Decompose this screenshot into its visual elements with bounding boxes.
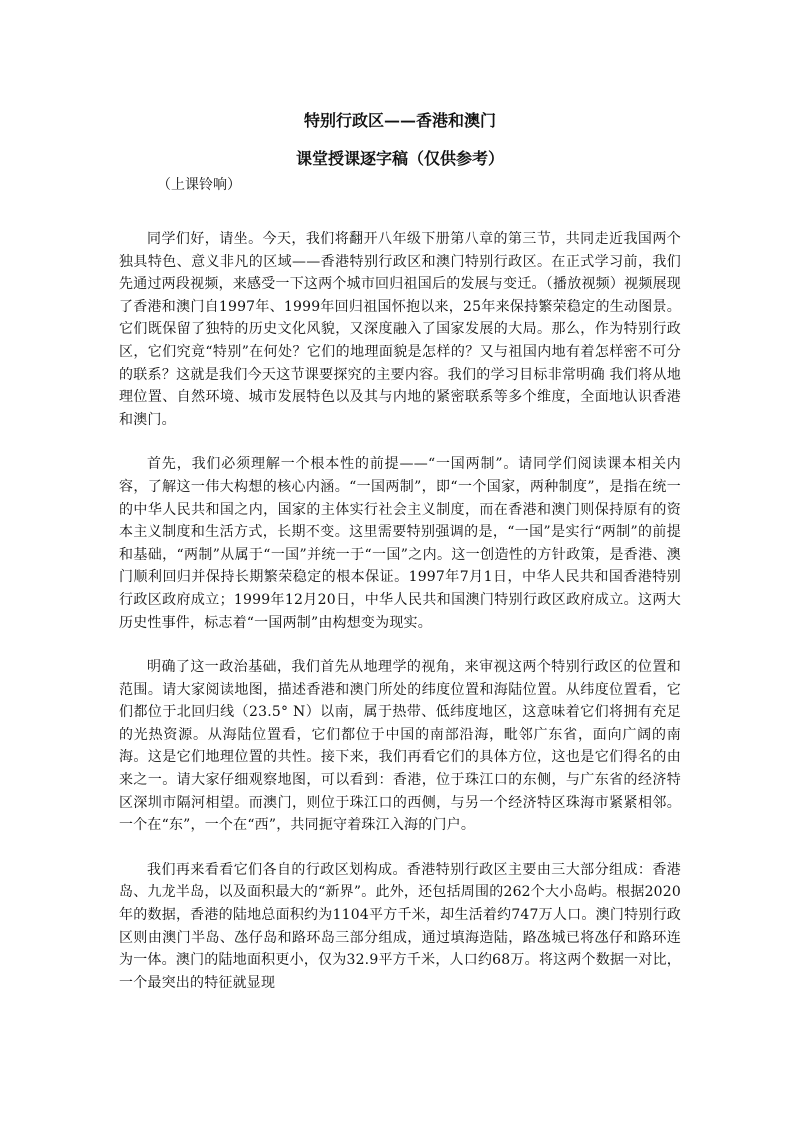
paragraph-administrative-divisions: 我们再来看看它们各自的行政区划构成。香港特别行政区主要由三大部分组成：香港岛、九龙半岛，以及面积最大的“新界”。此外，还包括周围的262个大小岛屿。根据2020年的数据，香港的陆地总面积约为1104平方千米，却生活着约747万人口。澳门特别行政区则由澳门半岛、氹仔岛和路环岛三部分组成，通过填海造陆，路氹城已将氹仔和路环连为一体。澳门的陆地面积更小，仅为32.9平方千米，人口约68万。将这两个数据一对比，一个最突出的特征就显现	[119, 861, 681, 991]
paragraph-location: 明确了这一政治基础，我们首先从地理学的视角，来审视这两个特别行政区的位置和范围。请大家阅读地图，描述香港和澳门所处的纬度位置和海陆位置。从纬度位置看，它们都位于北回归线（23.5° N）以南，属于热带、低纬度地区，这意味着它们将拥有充足的光热资源。从海陆位置看，它们都位于中国的南部沿海，毗邻广东省，面向广阔的南海。这是它们地理位置的共性。接下来，我们再看它们的具体方位，这也是它们得名的由来之一。请大家仔细观察地图，可以看到：香港，位于珠江口的东侧，与广东省的经济特区深圳市隔河相望。而澳门，则位于珠江口的西侧，与另一个经济特区珠海市紧紧相邻。一个在“东”，一个在“西”，共同扼守着珠江入海的门户。	[119, 659, 681, 834]
paragraph-intro: 同学们好，请坐。今天，我们将翻开八年级下册第八章的第三节，共同走近我国两个独具特色、意义非凡的区域——香港特别行政区和澳门特别行政区。在正式学习前，我们先通过两段视频，来感受一下这两个城市回归祖国后的发展与变迁。（播放视频）视频展现了香港和澳门自1997年、1999年回归祖国怀抱以来，25年来保持繁荣稳定的生动图景。它们既保留了独特的历史文化风貌，又深度融入了国家发展的大局。那么，作为特别行政区，它们究竟“特别”在何处？它们的地理面貌是怎样的？又与祖国内地有着怎样密不可分的联系？这就是我们今天这节课要探究的主要内容。我们的学习目标非常明确 我们将从地理位置、自然环境、城市发展特色以及其与内地的紧密联系等多个维度，全面地认识香港和澳门。	[119, 231, 681, 428]
document-title: 特别行政区——香港和澳门	[303, 111, 496, 130]
document-page	[119, 96, 681, 994]
paragraph-one-country-two-systems: 首先，我们必须理解一个根本性的前提——“一国两制”。请同学们阅读课本相关内容，了解这一伟大构想的核心内涵。“一国两制”，即“一个国家，两种制度”，是指在统一的中华人民共和国之内，国家的主体实行社会主义制度，而在香港和澳门则保持原有的资本主义制度和生活方式，长期不变。这里需要特别强调的是，“一国”是实行“两制”的前提和基础，“两制”从属于“一国”并统一于“一国”之内。这一创造性的方针政策，是香港、澳门顺利回归并保持长期繁荣稳定的根本保证。1997年7月1日，中华人民共和国香港特别行政区政府成立；1999年12月20日，中华人民共和国澳门特别行政区政府成立。这两大历史性事件，标志着“一国两制”由构想变为现实。	[119, 456, 681, 631]
document-subtitle: 课堂授课逐字稿（仅供参考）	[295, 149, 504, 168]
stage-direction: （上课铃响）	[157, 177, 241, 193]
